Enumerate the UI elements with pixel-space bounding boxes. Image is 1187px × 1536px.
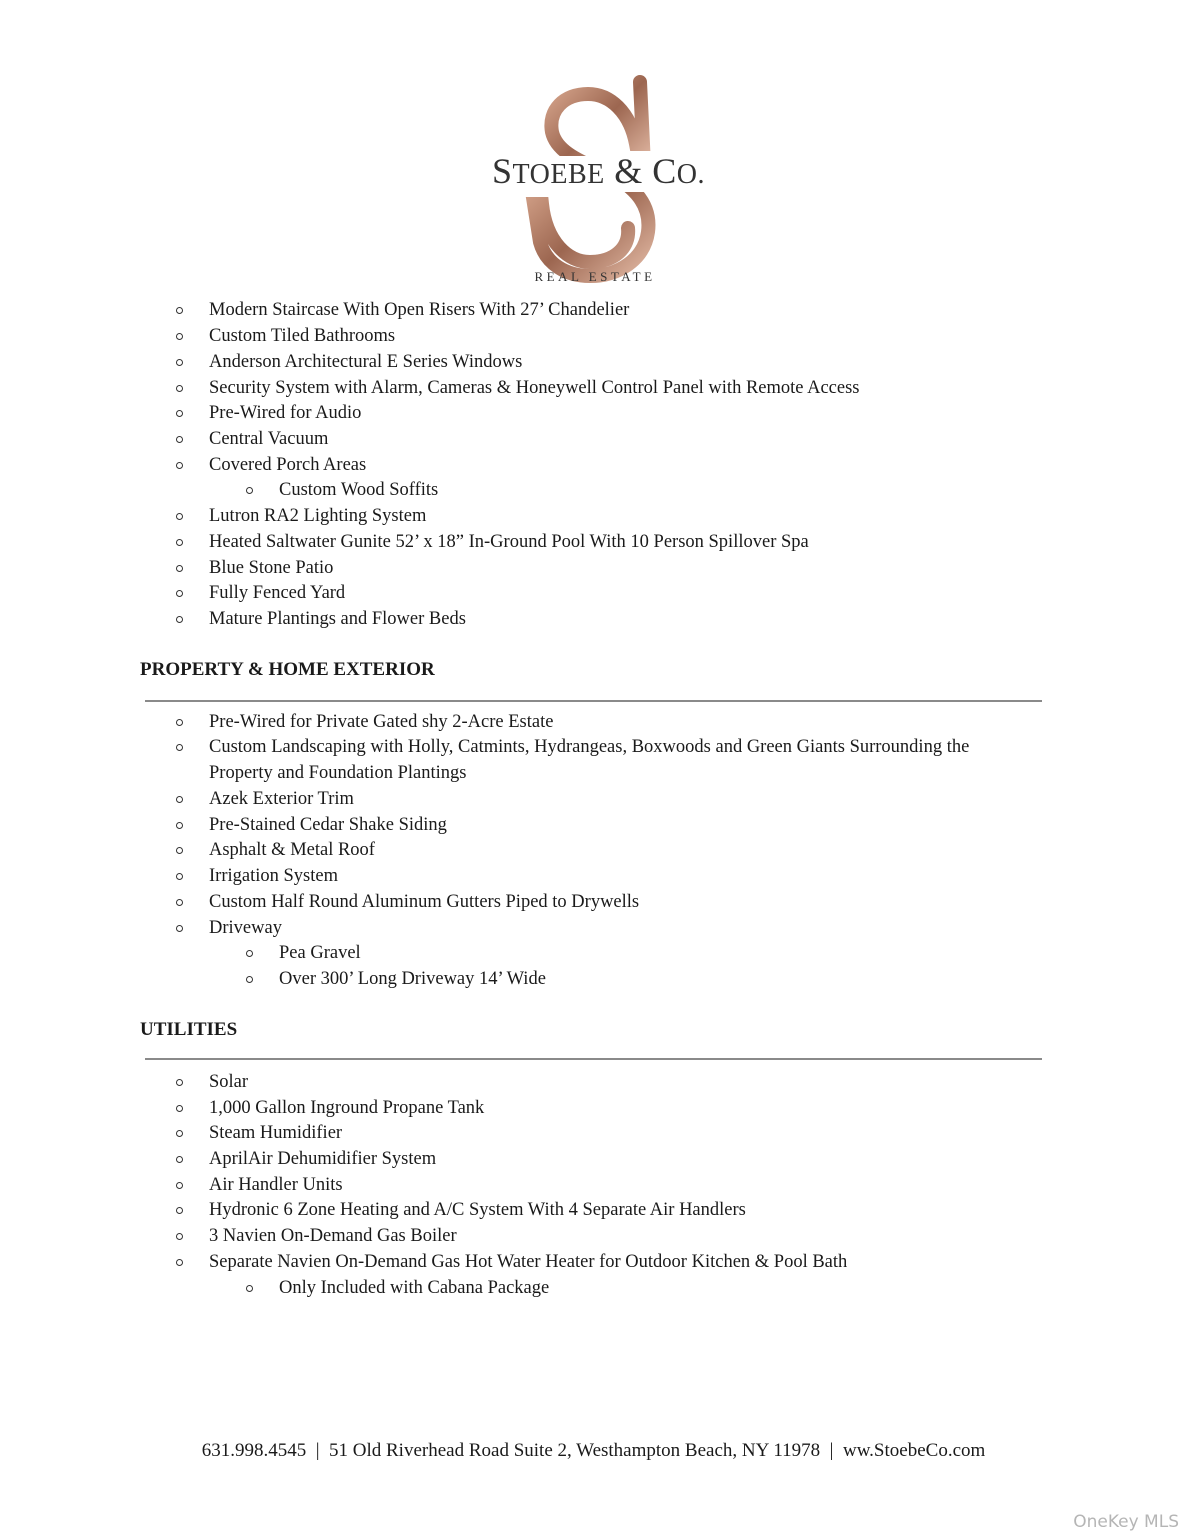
list-item: Lutron RA2 Lighting System [209,506,427,526]
list-item: 1,000 Gallon Inground Propane Tank [209,1098,485,1118]
bullet-icon [176,616,183,623]
bullet-icon [176,333,183,340]
bullet-icon [176,359,183,366]
section-heading-exterior: PROPERTY & HOME EXTERIOR [140,659,435,680]
logo-company-name: STOEBE & CO. [492,151,705,191]
bullet-icon [176,822,183,829]
list-item: Hydronic 6 Zone Heating and A/C System With 4 Separate Air Handlers [209,1200,746,1220]
list-item: Solar [209,1072,249,1092]
list-item: Asphalt & Metal Roof [209,840,375,860]
bullet-icon [176,1105,183,1112]
list-item: Blue Stone Patio [209,558,334,578]
bullet-icon [176,513,183,520]
bullet-icon [176,1233,183,1240]
list-item: Mature Plantings and Flower Beds [209,609,466,629]
sub-list-item: Pea Gravel [279,943,361,963]
list-item: Pre-Stained Cedar Shake Siding [209,815,447,835]
sub-list-item: Custom Wood Soffits [279,480,439,500]
contact-footer: 631.998.4545 | 51 Old Riverhead Road Suite 2, Westhampton Beach, NY 11978 | ww.StoebeCo.com [201,1440,986,1461]
list-item: Anderson Architectural E Series Windows [209,352,523,372]
bullet-icon [176,1156,183,1163]
list-item: Air Handler Units [209,1175,343,1195]
bullet-icon [176,565,183,572]
bullet-icon [176,307,183,314]
bullet-icon [176,1207,183,1214]
list-item: Custom Landscaping with Holly, Catmints, Hydrangeas, Boxwoods and Green Giants Surrounding the Property and Foundation Plantings [209,737,970,783]
list-item: 3 Navien On-Demand Gas Boiler [209,1226,457,1246]
bullet-icon [246,976,253,983]
list-item: Central Vacuum [209,429,329,449]
company-logo [480,72,710,292]
bullet-icon [176,436,183,443]
list-item: Heated Saltwater Gunite 52’ x 18” In-Ground Pool With 10 Person Spillover Spa [209,532,809,552]
list-item: Custom Half Round Aluminum Gutters Piped to Drywells [209,892,640,912]
list-item: AprilAir Dehumidifier System [209,1149,437,1169]
bullet-icon [176,1259,183,1266]
mls-watermark: OneKey MLS [1073,1512,1179,1532]
list-item: Pre-Wired for Private Gated shy 2-Acre Estate [209,712,554,732]
list-item: Fully Fenced Yard [209,583,346,603]
section-divider [145,700,1042,702]
bullet-icon [176,410,183,417]
section-heading-utilities: UTILITIES [140,1019,238,1040]
bullet-icon [176,925,183,932]
bullet-icon [176,590,183,597]
list-item: Steam Humidifier [209,1123,343,1143]
logo-subtitle: REAL ESTATE [534,269,656,284]
bullet-icon [176,1182,183,1189]
sub-list-item: Over 300’ Long Driveway 14’ Wide [279,969,546,989]
bullet-icon [176,796,183,803]
bullet-icon [176,385,183,392]
section-divider [145,1058,1042,1060]
list-item: Modern Staircase With Open Risers With 27’ Chandelier [209,300,630,320]
list-item: Irrigation System [209,866,338,886]
list-item: Security System with Alarm, Cameras & Honeywell Control Panel with Remote Access [209,378,860,398]
list-item: Driveway [209,918,282,938]
sub-list-item: Only Included with Cabana Package [279,1278,550,1298]
bullet-icon [176,873,183,880]
bullet-icon [176,462,183,469]
bullet-icon [176,847,183,854]
bullet-icon [176,899,183,906]
list-item: Pre-Wired for Audio [209,403,362,423]
list-item: Custom Tiled Bathrooms [209,326,396,346]
bullet-icon [176,1130,183,1137]
bullet-icon [246,487,253,494]
list-item: Separate Navien On-Demand Gas Hot Water Heater for Outdoor Kitchen & Pool Bath [209,1252,848,1272]
bullet-icon [176,719,183,726]
bullet-icon [246,1285,253,1292]
bullet-icon [176,539,183,546]
bullet-icon [246,950,253,957]
list-item: Azek Exterior Trim [209,789,354,809]
bullet-icon [176,1079,183,1086]
bullet-icon [176,744,183,751]
list-item: Covered Porch Areas [209,455,367,475]
